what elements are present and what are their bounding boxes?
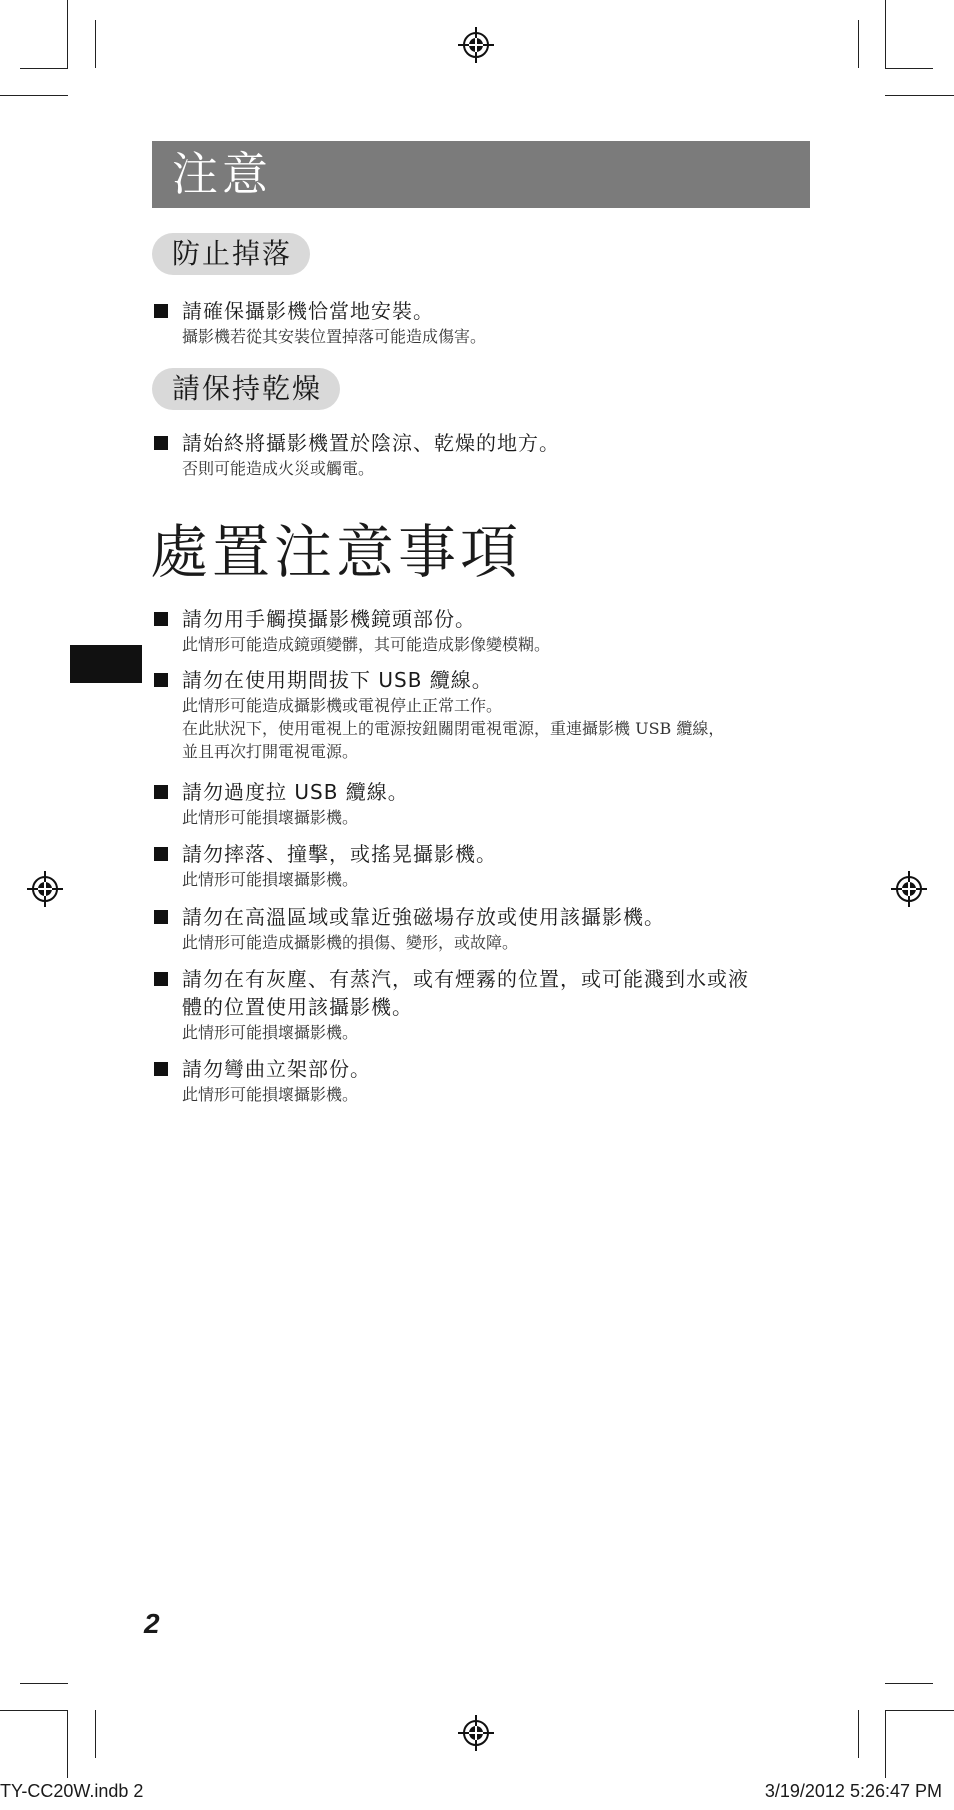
crop-mark [95,20,96,68]
registration-mark-icon [457,1714,495,1752]
item-note: 此情形可能損壞攝影機。 [182,808,359,827]
list-item [152,297,822,348]
crop-mark [858,1710,859,1758]
square-bullet-icon [154,436,168,450]
crop-mark [885,68,933,69]
square-bullet-icon [154,673,168,687]
item-heading: 請確保攝影機恰當地安裝。 [182,299,434,323]
registration-mark-icon [457,26,495,64]
item-heading: 請勿過度拉 USB 纜線。 [182,780,409,804]
item-heading: 請始終將攝影機置於陰涼、乾燥的地方。 [182,431,560,455]
crop-mark [20,68,68,69]
square-bullet-icon [154,785,168,799]
crop-mark [885,1710,886,1778]
item-note: 此情形可能損壞攝影機。 [182,870,359,889]
crop-mark [885,95,954,96]
crop-mark [885,1683,933,1684]
list-item [152,1055,822,1106]
square-bullet-icon [154,612,168,626]
item-note: 在此狀況下，使用電視上的電源按鈕關閉電視電源，重連攝影機 USB 纜線， [182,719,725,738]
section-heading-fall: 防止掉落 [152,233,310,275]
item-heading-continued: 體的位置使用該攝影機。 [182,995,413,1019]
item-heading: 請勿彎曲立架部份。 [182,1057,371,1081]
item-heading: 請勿摔落、撞擊，或搖晃攝影機。 [182,842,497,866]
list-item [152,605,822,656]
item-note: 否則可能造成火災或觸電。 [182,459,375,478]
crop-mark [0,1710,68,1711]
square-bullet-icon [154,910,168,924]
item-note: 此情形可能造成鏡頭變髒，其可能造成影像變模糊。 [182,635,551,654]
item-note: 此情形可能損壞攝影機。 [182,1085,359,1104]
item-heading: 請勿用手觸摸攝影機鏡頭部份。 [182,607,476,631]
footer-datetime: 3/19/2012 5:26:47 PM [764,1781,942,1801]
language-tab-marker [70,645,142,683]
item-note: 此情形可能造成攝影機的損傷、變形，或故障。 [182,933,519,952]
item-heading: 請勿在有灰塵、有蒸汽，或有煙霧的位置，或可能濺到水或液 [182,967,749,991]
item-note: 此情形可能損壞攝影機。 [182,1023,359,1042]
footer-file: TY-CC20W.indb 2 [0,1781,144,1801]
handling-title: 處置注意事項 [150,518,523,586]
caution-banner: 注意 [152,141,810,208]
section-heading-dry: 請保持乾燥 [152,368,340,410]
crop-mark [67,1710,68,1778]
list-item [152,778,822,829]
item-note: 攝影機若從其安裝位置掉落可能造成傷害。 [182,327,487,346]
page-number: 2 [144,1608,160,1639]
list-item [152,903,822,954]
list-item [152,666,822,763]
list-item [152,965,822,1044]
square-bullet-icon [154,972,168,986]
registration-mark-icon [26,870,64,908]
crop-mark [20,1683,68,1684]
crop-mark [885,0,886,68]
crop-mark [885,1710,954,1711]
item-heading: 請勿在高溫區域或靠近強磁場存放或使用該攝影機。 [182,905,665,929]
crop-mark [67,0,68,68]
item-note: 並且再次打開電視電源。 [182,742,359,761]
registration-mark-icon [890,870,928,908]
crop-mark [0,95,68,96]
square-bullet-icon [154,847,168,861]
item-note: 此情形可能造成攝影機或電視停止正常工作。 [182,696,503,715]
list-item [152,429,822,480]
item-heading: 請勿在使用期間拔下 USB 纜線。 [182,668,493,692]
crop-mark [858,20,859,68]
crop-mark [95,1710,96,1758]
list-item [152,840,822,891]
square-bullet-icon [154,1062,168,1076]
square-bullet-icon [154,304,168,318]
